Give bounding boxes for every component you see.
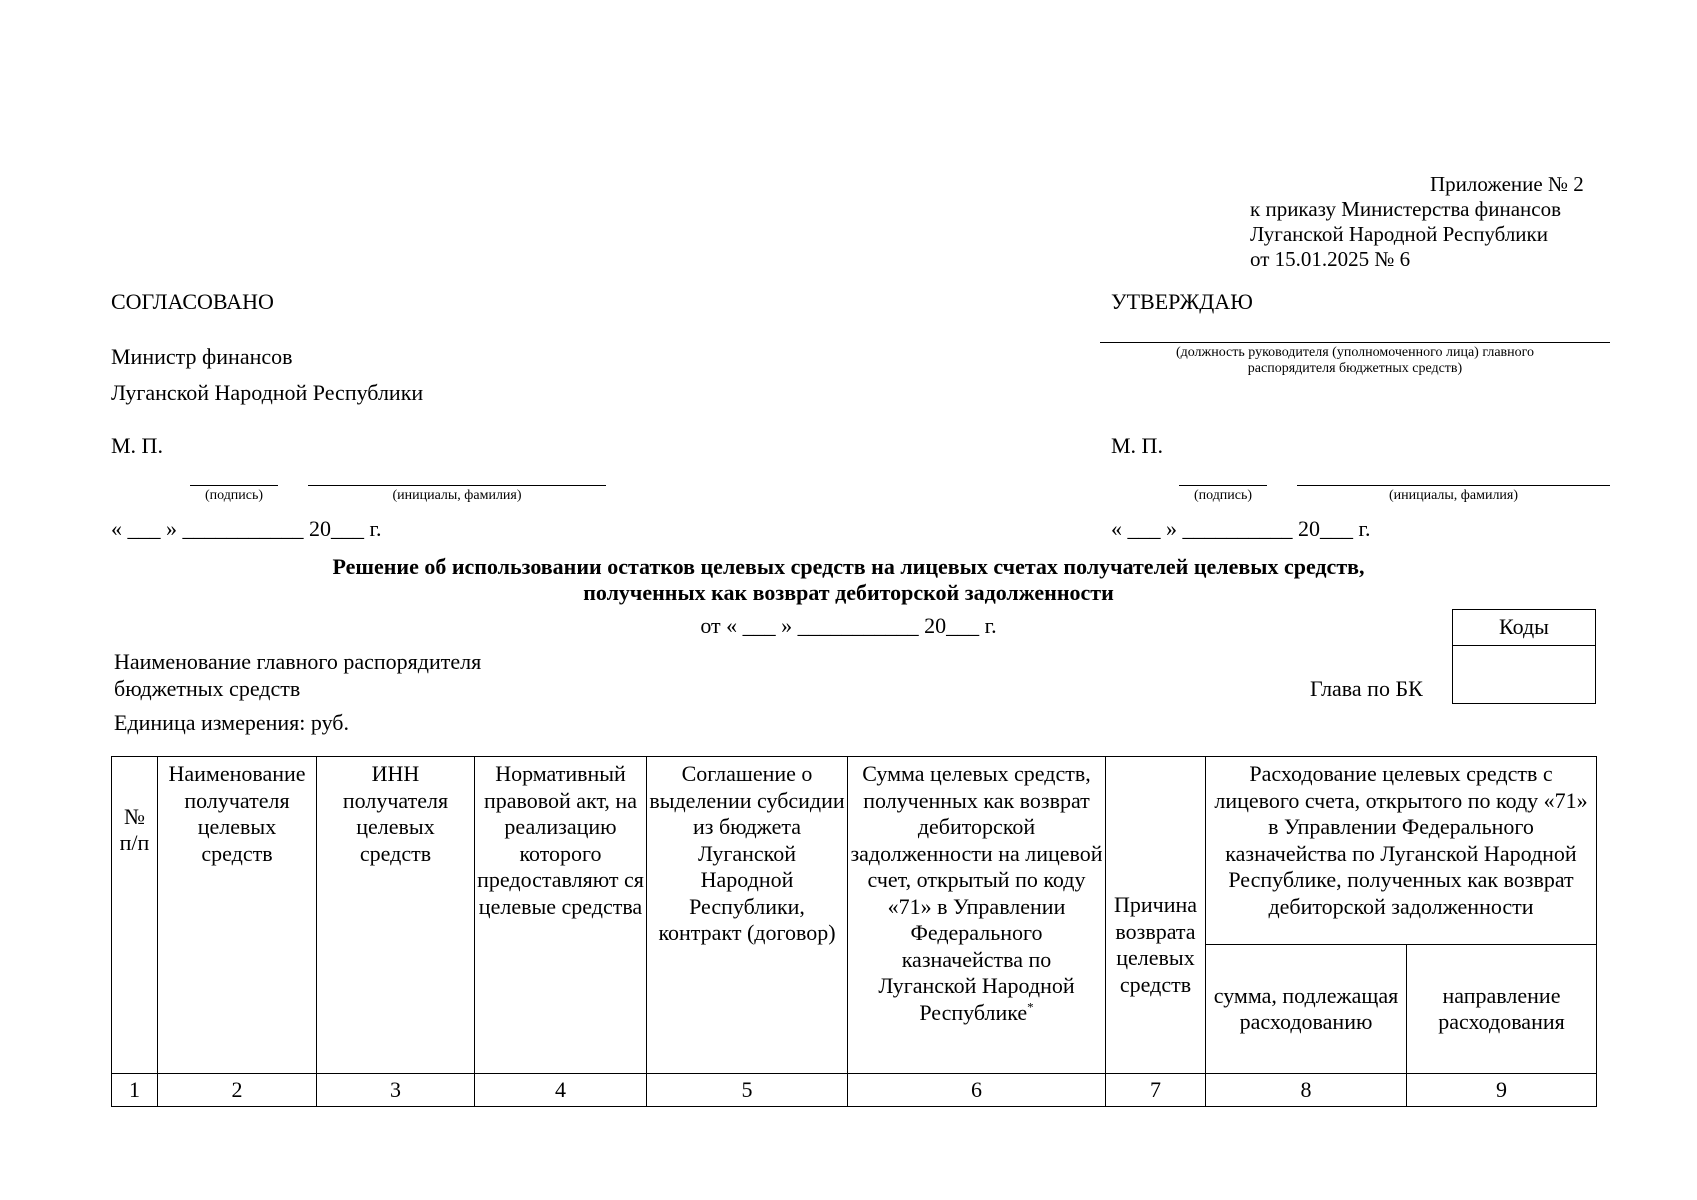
approve-position-caption-1: (должность руководителя (уполномоченного лица) главного bbox=[1175, 345, 1535, 360]
agreed-signature-line bbox=[190, 485, 278, 486]
approve-heading: УТВЕРЖДАЮ bbox=[1111, 289, 1253, 314]
header-col-6-text: Сумма целевых средств, полученных как возврат дебиторской задолженности на лицевой счет, открытый по коду «71» в Управлении Федерального казначейства по Луганской Народной Республике bbox=[850, 761, 1103, 1025]
document-title bbox=[0, 554, 1697, 606]
col-number-6: 6 bbox=[848, 1074, 1106, 1107]
table-number-row bbox=[112, 1074, 1597, 1107]
header-col-1: № п/п bbox=[112, 757, 158, 1074]
agreed-name-caption: (инициалы, фамилия) bbox=[392, 488, 522, 503]
codes-box bbox=[1452, 609, 1596, 704]
appendix-line-1: Приложение № 2 bbox=[1430, 172, 1584, 196]
header-col-8: сумма, подлежащая расходованию bbox=[1206, 945, 1407, 1074]
appendix-line-4: от 15.01.2025 № 6 bbox=[1250, 247, 1411, 271]
org-label-line-1: Наименование главного распорядителя bbox=[114, 649, 482, 674]
col-number-5: 5 bbox=[647, 1074, 848, 1107]
agreed-stamp: М. П. bbox=[111, 433, 163, 458]
header-col-7: Причина возврата целевых средств bbox=[1106, 757, 1206, 1074]
header-col-4: Нормативный правовой акт, на реализацию которого предоставляют ся целевые средства bbox=[475, 757, 647, 1074]
col-number-9: 9 bbox=[1407, 1074, 1597, 1107]
approve-position-line bbox=[1100, 342, 1610, 343]
codes-glava-cell[interactable] bbox=[1453, 646, 1595, 704]
glava-label: Глава по БК bbox=[1310, 676, 1423, 701]
codes-header: Коды bbox=[1453, 610, 1595, 646]
agreed-name-line bbox=[308, 485, 606, 486]
approve-position-caption-2: распорядителя бюджетных средств) bbox=[1247, 361, 1463, 376]
appendix-line-3: Луганской Народной Республики bbox=[1250, 222, 1548, 246]
appendix-note bbox=[1250, 172, 1584, 272]
agreed-position-line-2: Луганской Народной Республики bbox=[111, 380, 424, 405]
col-number-7: 7 bbox=[1106, 1074, 1206, 1107]
document-title-line-1: Решение об использовании остатков целевых средств на лицевых счетах получателей целевых средств, bbox=[332, 554, 1365, 579]
col-number-3: 3 bbox=[317, 1074, 475, 1107]
approve-stamp: М. П. bbox=[1111, 433, 1163, 458]
approve-signature-line bbox=[1179, 485, 1267, 486]
agreed-heading: СОГЛАСОВАНО bbox=[111, 289, 274, 314]
document-title-line-2: полученных как возврат дебиторской задолженности bbox=[583, 580, 1114, 605]
approve-signature-caption: (подпись) bbox=[1193, 488, 1253, 503]
header-col-6-footnote-mark: * bbox=[1027, 999, 1034, 1015]
recipients-table bbox=[111, 756, 1597, 1107]
col-number-4: 4 bbox=[475, 1074, 647, 1107]
approve-name-line bbox=[1297, 485, 1610, 486]
col-number-1: 1 bbox=[112, 1074, 158, 1107]
header-col-9: направление расходования bbox=[1407, 945, 1597, 1074]
document-date-line: от « ___ » ___________ 20___ г. bbox=[700, 613, 997, 638]
header-col-5: Соглашение о выделении субсидии из бюджета Луганской Народной Республики, контракт (договор) bbox=[647, 757, 848, 1074]
agreed-date-line: « ___ » ___________ 20___ г. bbox=[111, 516, 382, 541]
agreed-signature-caption: (подпись) bbox=[204, 488, 264, 503]
header-col-6 bbox=[848, 757, 1106, 1074]
header-col-3: ИНН получателя целевых средств bbox=[317, 757, 475, 1074]
org-label-line-2: бюджетных средств bbox=[114, 676, 301, 701]
col-number-8: 8 bbox=[1206, 1074, 1407, 1107]
agreed-position-line-1: Министр финансов bbox=[111, 344, 293, 369]
table-header-row-1 bbox=[112, 757, 1597, 945]
approve-date-line: « ___ » __________ 20___ г. bbox=[1111, 516, 1371, 541]
unit-label: Единица измерения: руб. bbox=[114, 710, 349, 735]
col-number-2: 2 bbox=[158, 1074, 317, 1107]
header-col-8-9-group: Расходование целевых средств с лицевого счета, открытого по коду «71» в Управлении Федерального казначейства по Луганской Народной Республике, полученных как возврат дебиторской задолженности bbox=[1206, 757, 1597, 945]
header-col-2: Наименование получателя целевых средств bbox=[158, 757, 317, 1074]
appendix-line-2: к приказу Министерства финансов bbox=[1250, 197, 1562, 221]
approve-name-caption: (инициалы, фамилия) bbox=[1388, 488, 1519, 503]
